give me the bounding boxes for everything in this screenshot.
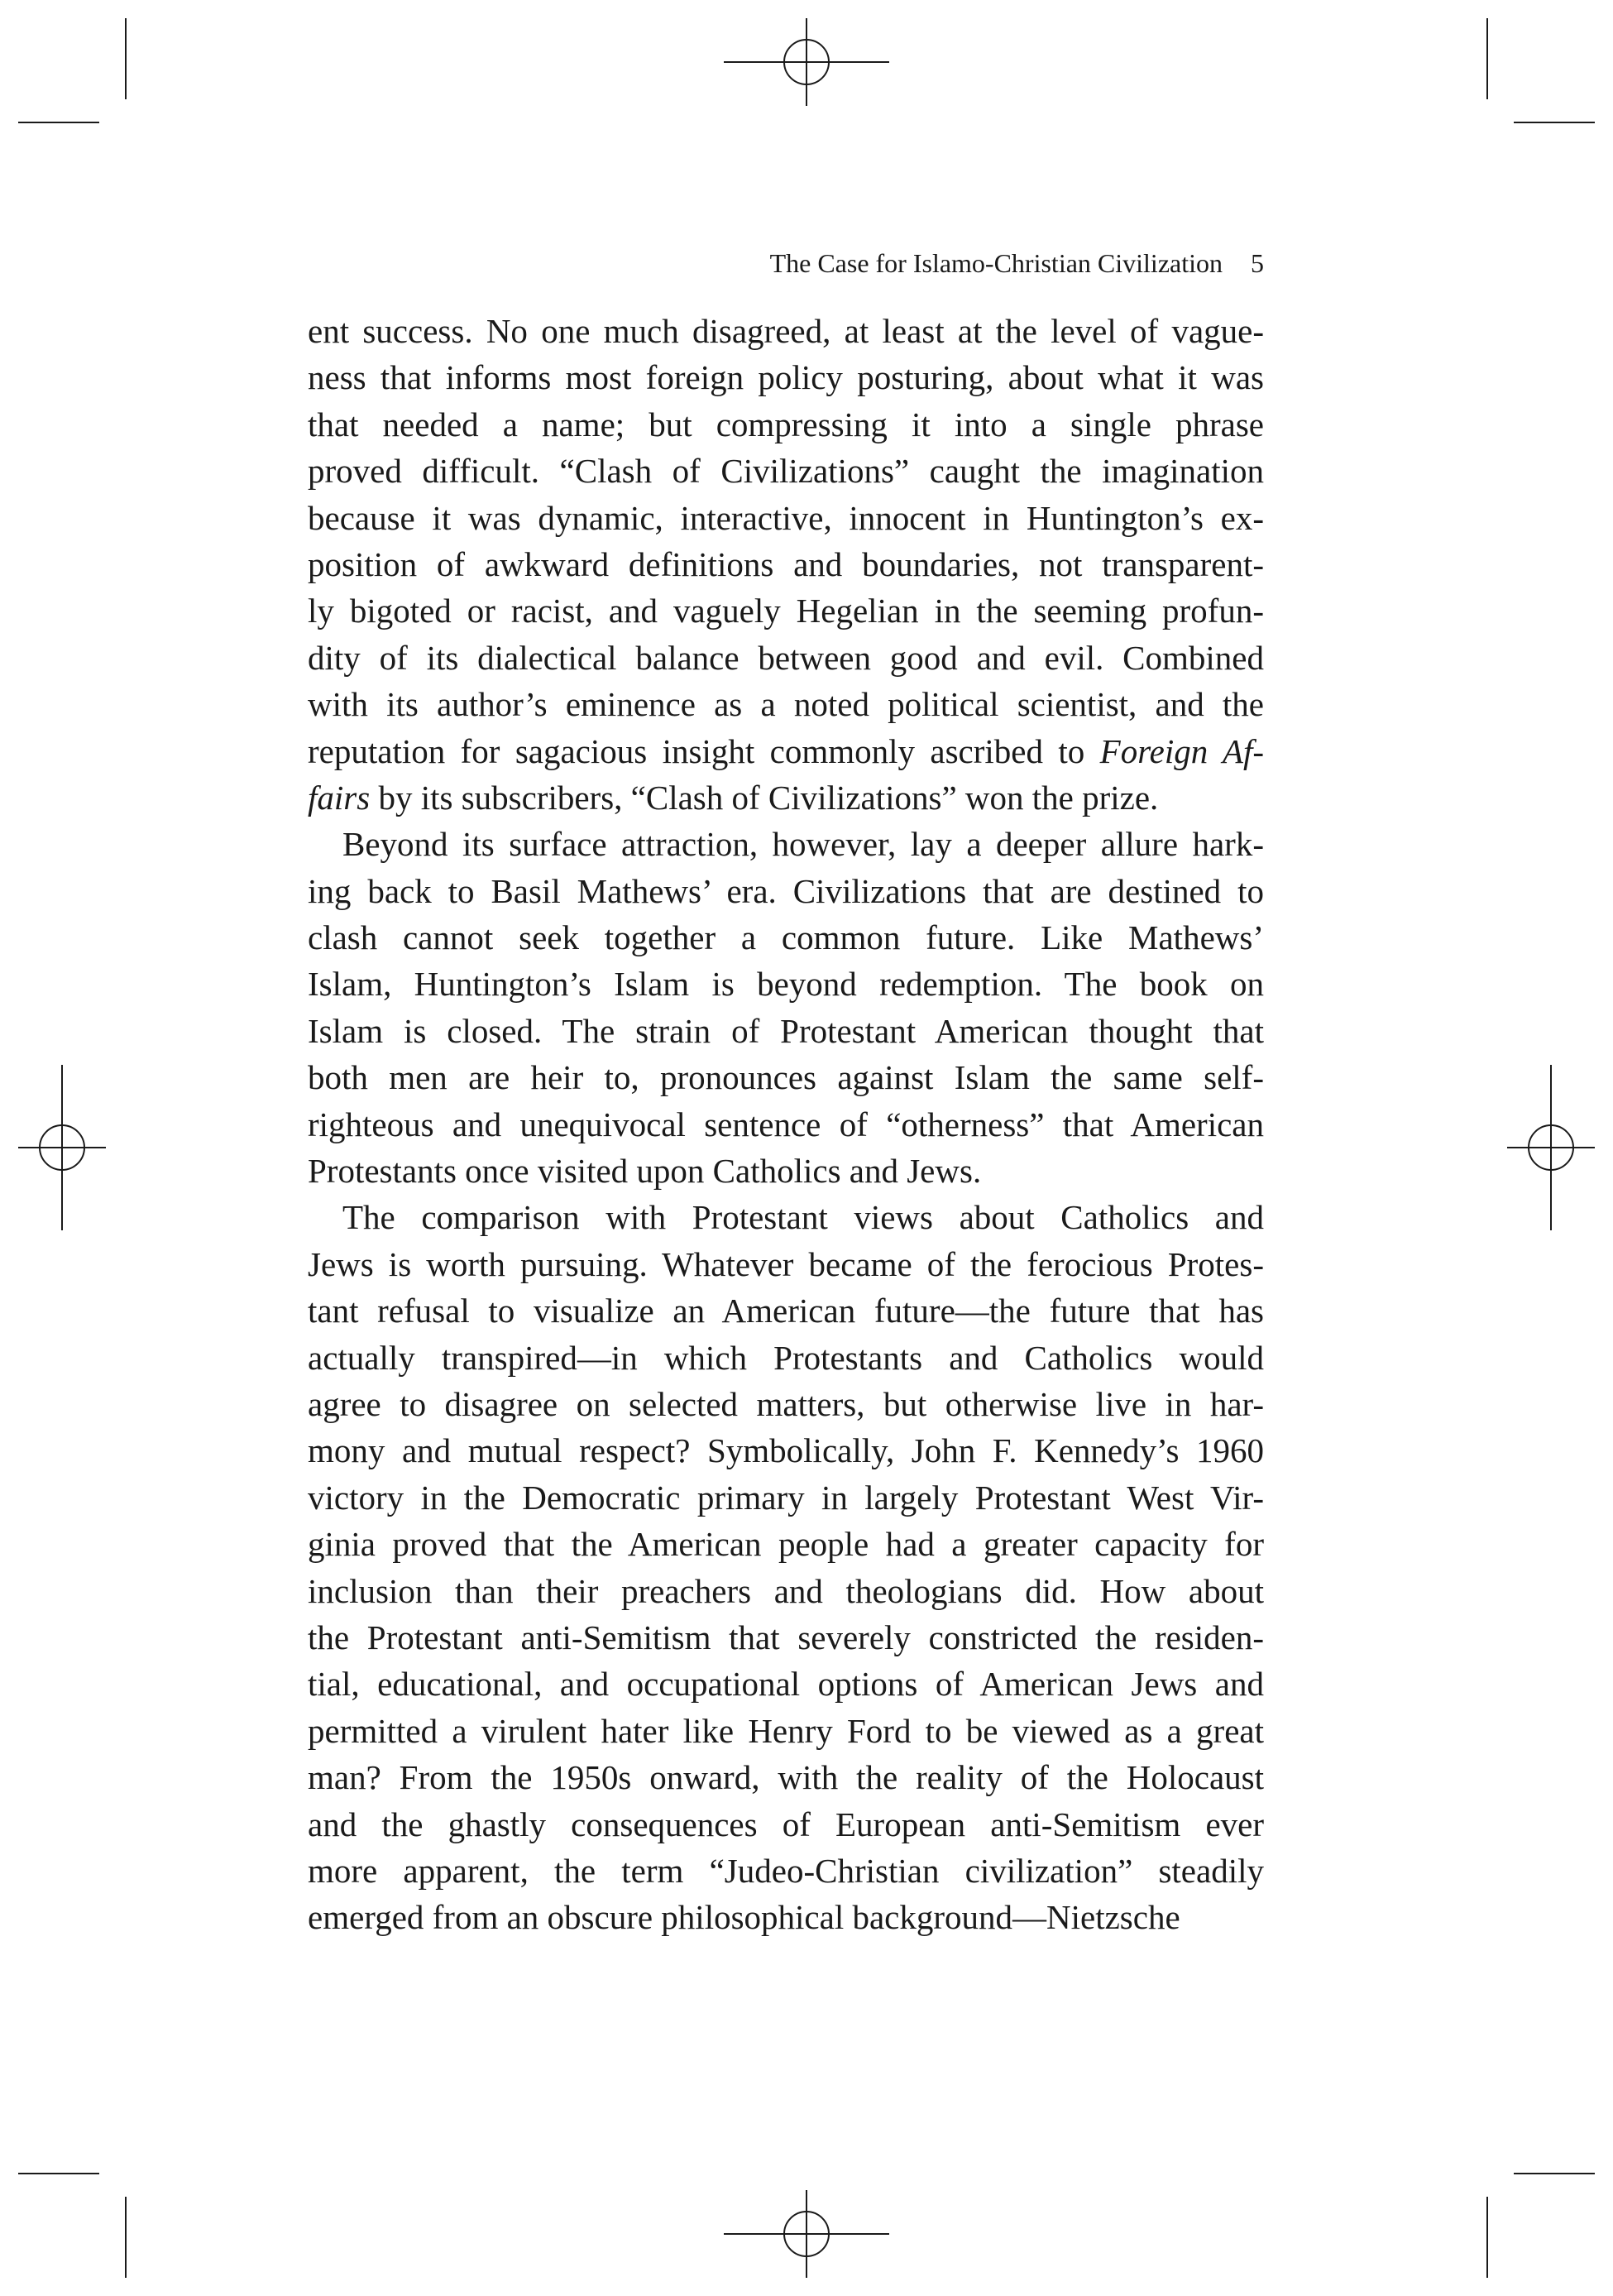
- text-segment: proved difficult. “Clash of Civilizations” caught the imagination: [308, 452, 1264, 491]
- text-segment: by its subscribers, “Clash of Civilizations” won the prize.: [370, 778, 1159, 817]
- text-segment: tant refusal to visualize an American future—the future that has: [308, 1292, 1264, 1330]
- text-line: [308, 868, 1264, 914]
- text-line: [308, 961, 1264, 1007]
- text-segment: inclusion than their preachers and theologians did. How about: [308, 1571, 1264, 1610]
- text-line: [308, 1754, 1264, 1800]
- text-segment: actually transpired—in which Protestants and Catholics would: [308, 1338, 1264, 1377]
- text-line: [308, 308, 1264, 354]
- text-segment: mony and mutual respect? Symbolically, John F. Kennedy’s 1960: [308, 1431, 1264, 1470]
- text-segment: that needed a name; but compressing it into a single phrase: [308, 405, 1264, 443]
- italic-title: Foreign Af-: [1099, 731, 1264, 770]
- text-line: [308, 1894, 1264, 1940]
- text-segment: and the ghastly consequences of European anti-Semitism ever: [308, 1805, 1264, 1843]
- text-segment: ness that informs most foreign policy posturing, about what it was: [308, 358, 1264, 397]
- running-title: The Case for Islamo-Christian Civilization: [769, 248, 1223, 278]
- text-line: [308, 541, 1264, 587]
- text-line: [308, 587, 1264, 634]
- text-line: [308, 1521, 1264, 1567]
- text-line: [308, 401, 1264, 448]
- text-line: [308, 495, 1264, 541]
- text-line: [308, 1474, 1264, 1521]
- text-segment: Beyond its surface attraction, however, lay a deeper allure hark-: [342, 825, 1264, 864]
- text-line: [308, 1287, 1264, 1334]
- text-segment: agree to disagree on selected matters, but otherwise live in har-: [308, 1384, 1264, 1423]
- text-line: [308, 1335, 1264, 1381]
- text-segment: more apparent, the term “Judeo-Christian civilization” steadily: [308, 1851, 1264, 1890]
- text-segment: both men are heir to, pronounces against Islam the same self-: [308, 1058, 1264, 1097]
- text-line: [308, 681, 1264, 727]
- text-segment: ent success. No one much disagreed, at least at the level of vague-: [308, 312, 1264, 350]
- text-line: [308, 1708, 1264, 1754]
- text-segment: The comparison with Protestant views about Catholics and: [342, 1198, 1264, 1237]
- text-segment: victory in the Democratic primary in largely Protestant West Vir-: [308, 1478, 1264, 1517]
- text-segment: Jews is worth pursuing. Whatever became of the ferocious Protes-: [308, 1244, 1264, 1283]
- text-line: [308, 448, 1264, 494]
- text-line: [308, 821, 1264, 867]
- italic-title: fairs: [308, 778, 371, 817]
- text-line: [308, 1241, 1264, 1287]
- text-line: [308, 635, 1264, 681]
- running-head: [308, 245, 1264, 281]
- text-line: [308, 1101, 1264, 1148]
- text-line: [308, 1661, 1264, 1707]
- text-segment: reputation for sagacious insight commonly ascribed to: [308, 731, 1100, 770]
- text-segment: man? From the 1950s onward, with the reality of the Holocaust: [308, 1758, 1264, 1797]
- text-line: [308, 1614, 1264, 1661]
- text-segment: because it was dynamic, interactive, innocent in Huntington’s ex-: [308, 498, 1264, 537]
- text-segment: tial, educational, and occupational options of American Jews and: [308, 1665, 1264, 1704]
- registration-mark-bottom: [724, 2190, 889, 2278]
- text-line: [308, 1194, 1264, 1240]
- text-line: [308, 1008, 1264, 1054]
- text-segment: Islam is closed. The strain of Protestant American thought that: [308, 1011, 1264, 1050]
- text-line: [308, 774, 1264, 821]
- text-line: [308, 914, 1264, 961]
- text-segment: dity of its dialectical balance between good and evil. Combined: [308, 638, 1264, 677]
- text-line: [308, 1568, 1264, 1614]
- text-line: [308, 1054, 1264, 1100]
- text-segment: clash cannot seek together a common future. Like Mathews’: [308, 918, 1264, 957]
- text-segment: the Protestant anti-Semitism that severely constricted the residen-: [308, 1618, 1264, 1656]
- body-text: [308, 308, 1264, 1941]
- text-segment: permitted a virulent hater like Henry Ford to be viewed as a great: [308, 1711, 1264, 1750]
- text-segment: with its author’s eminence as a noted political scientist, and the: [308, 685, 1264, 724]
- text-line: [308, 728, 1264, 774]
- page-number: 5: [1251, 248, 1264, 278]
- text-line: [308, 1801, 1264, 1848]
- text-segment: emerged from an obscure philosophical background—Nietzsche: [308, 1898, 1180, 1937]
- text-segment: ly bigoted or racist, and vaguely Hegelian in the seeming profun-: [308, 592, 1264, 630]
- registration-mark-top: [724, 18, 889, 106]
- text-segment: position of awkward definitions and boundaries, not transparent-: [308, 544, 1264, 583]
- registration-mark-left: [18, 1065, 106, 1230]
- text-line: [308, 354, 1264, 400]
- text-line: [308, 1848, 1264, 1894]
- text-line: [308, 1148, 1264, 1194]
- text-segment: ginia proved that the American people had a greater capacity for: [308, 1525, 1264, 1564]
- registration-mark-right: [1507, 1065, 1595, 1230]
- text-line: [308, 1427, 1264, 1474]
- text-segment: righteous and unequivocal sentence of “otherness” that American: [308, 1105, 1264, 1143]
- text-segment: ing back to Basil Mathews’ era. Civilizations that are destined to: [308, 871, 1264, 910]
- text-segment: Protestants once visited upon Catholics and Jews.: [308, 1152, 982, 1191]
- text-line: [308, 1381, 1264, 1427]
- text-segment: Islam, Huntington’s Islam is beyond redemption. The book on: [308, 965, 1264, 1004]
